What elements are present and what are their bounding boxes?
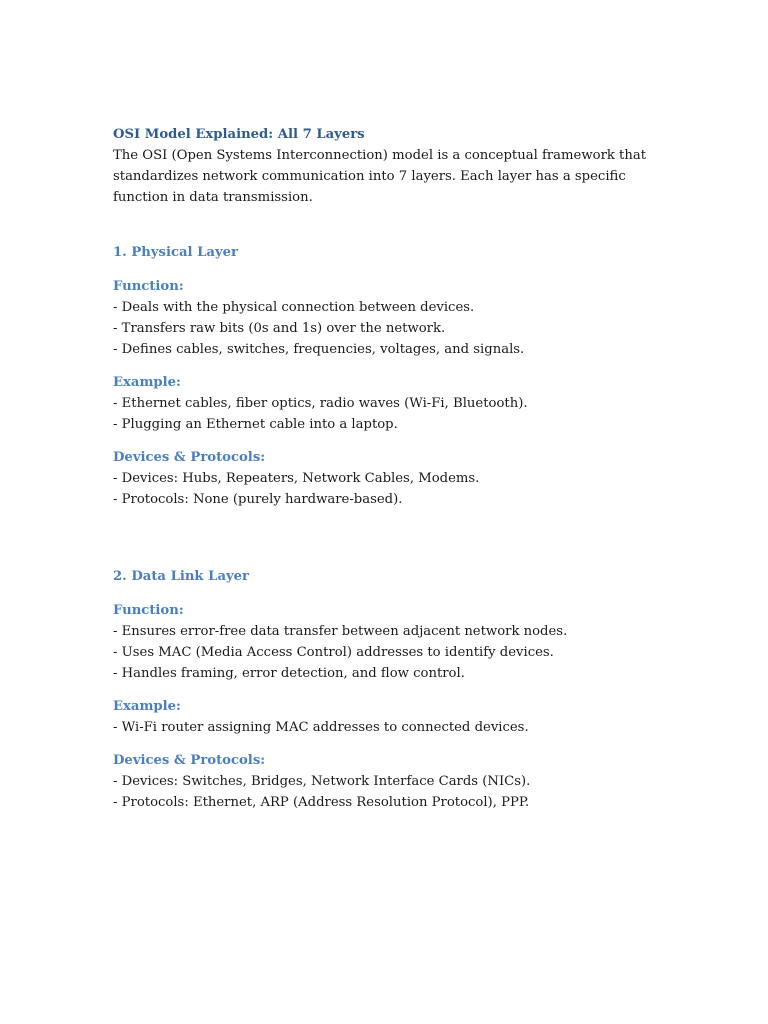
section-heading: 2. Data Link Layer — [113, 569, 249, 584]
devices-protocols-label: Devices & Protocols: — [113, 450, 266, 465]
example-label: Example: — [113, 375, 181, 390]
devices-protocols-item: - Devices: Hubs, Repeaters, Network Cables, Modems. — [113, 471, 480, 486]
intro-line: function in data transmission. — [113, 190, 313, 205]
function-label: Function: — [113, 603, 184, 618]
document-title: OSI Model Explained: All 7 Layers — [113, 127, 365, 142]
intro-line: The OSI (Open Systems Interconnection) model is a conceptual framework that — [113, 148, 647, 163]
function-item: - Ensures error-free data transfer between adjacent network nodes. — [113, 624, 568, 639]
example-item: - Plugging an Ethernet cable into a laptop. — [113, 417, 398, 432]
example-item: - Wi-Fi router assigning MAC addresses to connected devices. — [113, 720, 529, 735]
function-item: - Transfers raw bits (0s and 1s) over the network. — [113, 321, 446, 336]
function-item: - Handles framing, error detection, and flow control. — [113, 666, 465, 681]
document-page — [113, 124, 673, 813]
devices-protocols-item: - Devices: Switches, Bridges, Network Interface Cards (NICs). — [113, 774, 531, 789]
section-heading: 1. Physical Layer — [113, 245, 238, 260]
function-item: - Deals with the physical connection between devices. — [113, 300, 475, 315]
section-physical-layer — [113, 242, 673, 510]
devices-protocols-item: - Protocols: Ethernet, ARP (Address Resolution Protocol), PPP. — [113, 795, 530, 810]
example-item: - Ethernet cables, fiber optics, radio waves (Wi-Fi, Bluetooth). — [113, 396, 528, 411]
function-label: Function: — [113, 279, 184, 294]
function-item: - Defines cables, switches, frequencies, voltages, and signals. — [113, 342, 525, 357]
devices-protocols-item: - Protocols: None (purely hardware-based). — [113, 492, 403, 507]
example-label: Example: — [113, 699, 181, 714]
intro-line: standardizes network communication into 7 layers. Each layer has a specific — [113, 169, 626, 184]
section-data-link-layer — [113, 566, 673, 813]
function-item: - Uses MAC (Media Access Control) addresses to identify devices. — [113, 645, 554, 660]
devices-protocols-label: Devices & Protocols: — [113, 753, 266, 768]
